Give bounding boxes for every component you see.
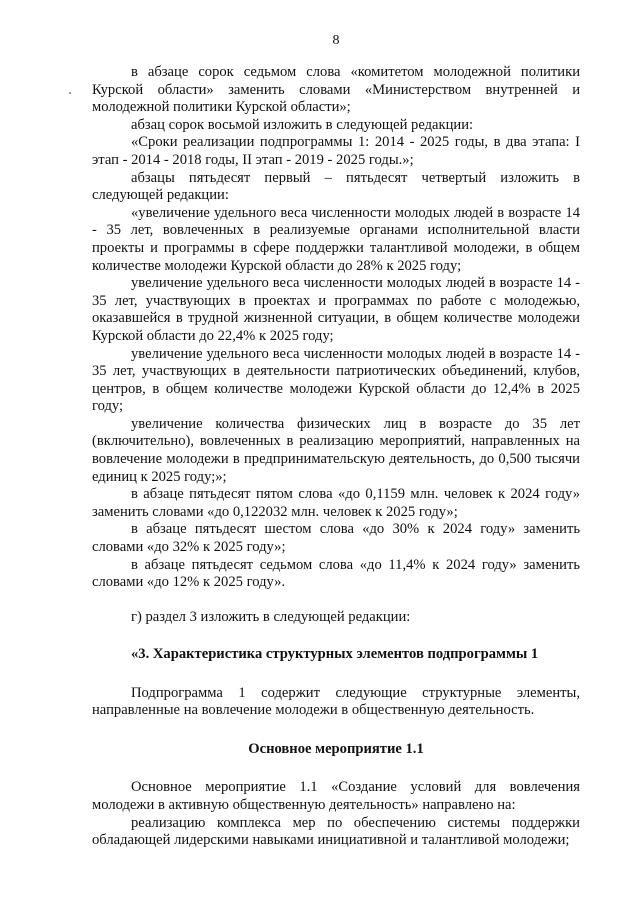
document-body: [92, 64, 580, 850]
subsection-heading: Основное мероприятие 1.1: [248, 740, 424, 757]
paragraph: абзацы пятьдесят первый – пятьдесят четвертый изложить в следующей редакции:: [92, 169, 580, 204]
paragraph: Основное мероприятие 1.1 «Создание условий для вовлечения молодежи в активную общественную деятельность» направлено на:: [92, 779, 580, 813]
paragraph: абзац сорок восьмой изложить в следующей редакции:: [131, 116, 474, 133]
paragraph: в абзаце пятьдесят седьмом слова «до 11,4% к 2024 году» заменить словами «до 12% к 2025 году».: [92, 556, 580, 591]
paragraph: «Сроки реализации подпрограммы 1: 2014 - 2025 годы, в два этапа: I этап - 2014 - 2018 годы, II этап - 2019 - 2025 годы.»;: [92, 134, 580, 168]
paragraph: увеличение удельного веса численности молодых людей в возрасте 14 - 35 лет, участвующих в проектах и программах по работе с молодежью, оказавшейся в трудной жизненной ситуации, в общем количестве молодежи Курской области до 22,4% к 2025 году;: [92, 275, 580, 344]
paragraph: увеличение удельного веса численности молодых людей в возрасте 14 - 35 лет, участвующих в деятельности патриотических объединений, клубов, центров, в общем количестве молодежи Курской области до 12,4% в 2025 году;: [92, 345, 580, 415]
paragraph: г) раздел 3 изложить в следующей редакции:: [131, 609, 411, 626]
paragraph: в абзаце сорок седьмом слова «комитетом молодежной политики Курской области» заменить словами «Министерством внутренней и молодежной политики Курской области»;: [92, 64, 580, 116]
paragraph: увеличение количества физических лиц в возрасте до 35 лет (включительно), вовлеченных в реализацию мероприятий, направленных на вовлечение молодежи в предпринимательскую деятельность, до 0,500 тысячи единиц к 2025 году;»;: [92, 415, 580, 485]
paragraph: в абзаце пятьдесят шестом слова «до 30% к 2024 году» заменить словами «до 32% к 2025 году»;: [92, 521, 580, 556]
section-intro: Подпрограмма 1 содержит следующие структурные элементы, направленные на вовлечение молодежи в общественную деятельность.: [92, 684, 580, 719]
section-heading: «3. Характеристика структурных элементов подпрограммы 1: [131, 646, 539, 662]
paragraph: в абзаце пятьдесят пятом слова «до 0,1159 млн. человек к 2024 году» заменить словами «до 0,122032 млн. человек к 2025 году»;: [92, 486, 580, 520]
scan-speck: [69, 92, 71, 94]
paragraph: «увеличение удельного веса численности молодых людей в возрасте 14 - 35 лет, вовлеченных в реализуемые органами исполнительной власти проекты и программы в сфере поддержки талантливой молодежи, в общем количестве молодежи Курской области до 28% к 2025 году;: [92, 204, 580, 274]
page-number: 8: [332, 33, 340, 48]
paragraph: реализацию комплекса мер по обеспечению системы поддержки обладающей лидерскими навыками инициативной и талантливой молодежи;: [92, 814, 580, 849]
